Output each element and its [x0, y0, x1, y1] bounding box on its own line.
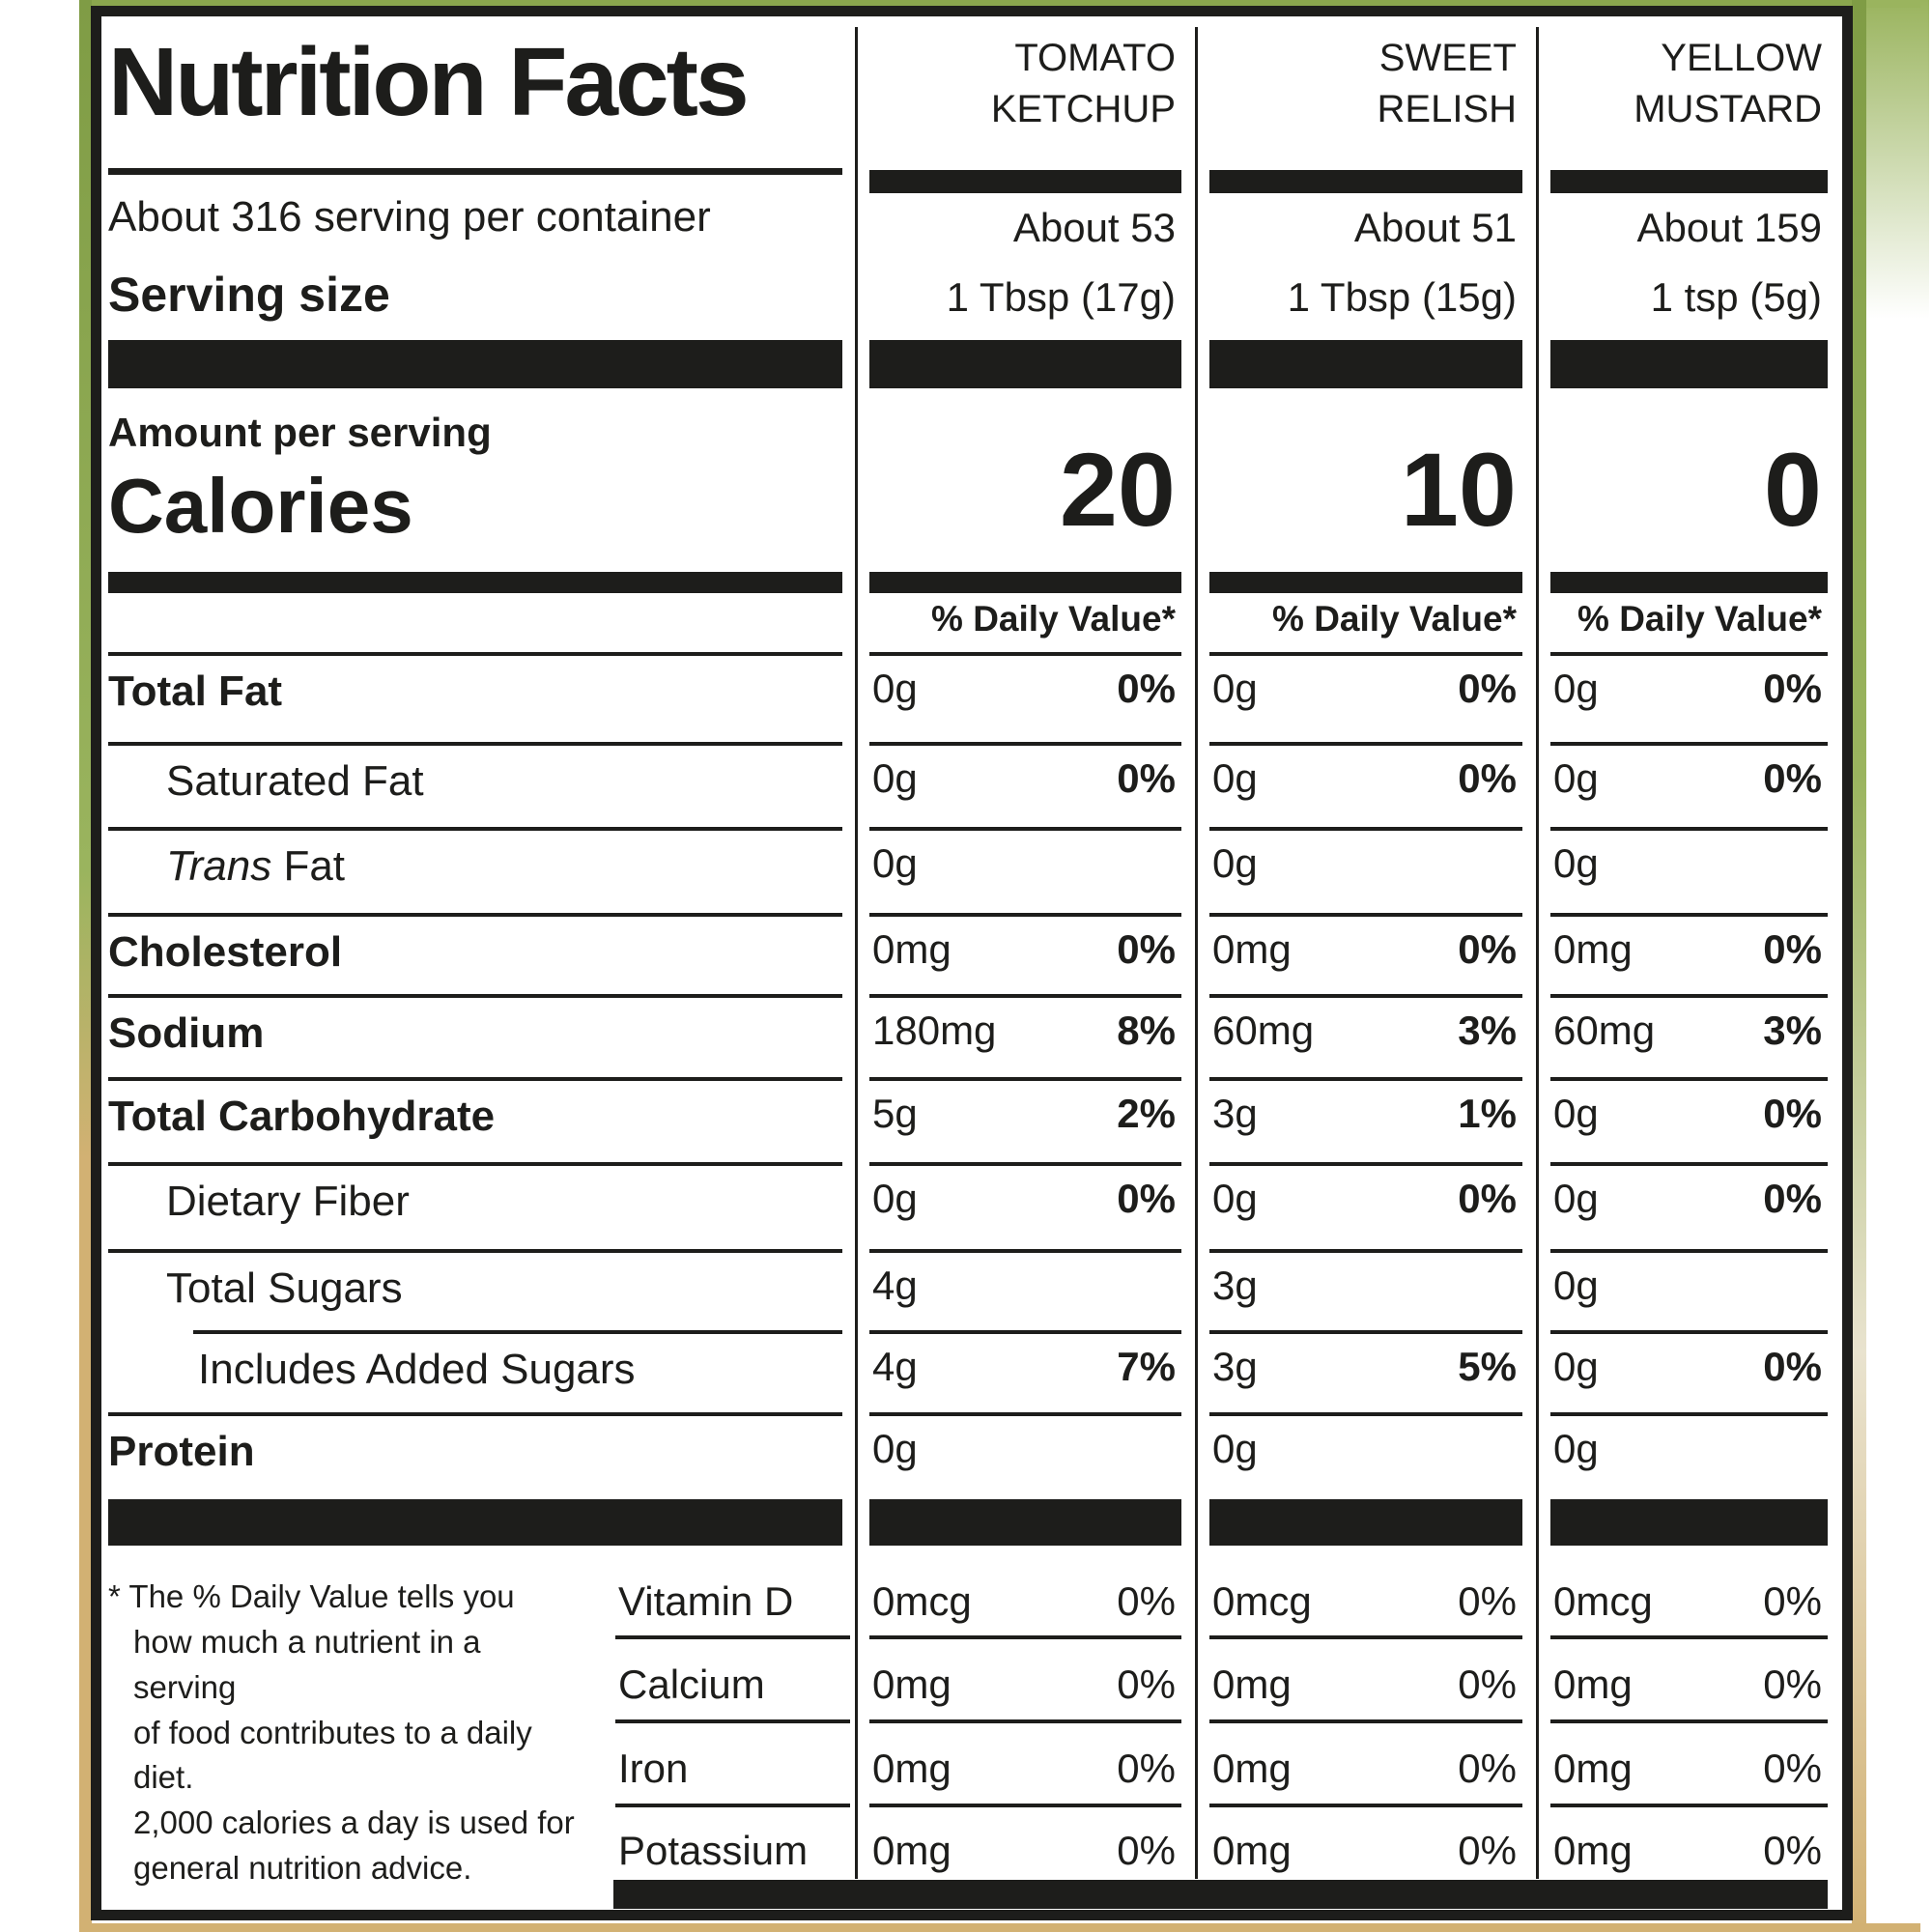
nutrient-amount: 0g: [1553, 1426, 1599, 1471]
vitamin-amount: 0mcg: [1212, 1578, 1312, 1624]
footnote-line: general nutrition advice.: [133, 1850, 472, 1887]
vitamin-cell-rule: [1209, 1719, 1522, 1723]
nutrient-cell-rule: [1209, 1412, 1522, 1416]
nutrient-cell-rule: [1209, 742, 1522, 746]
vitamin-row-rule: [615, 1635, 850, 1639]
column-servings-count: About 51: [1353, 205, 1517, 250]
nutrient-cell-rule: [1550, 1249, 1828, 1253]
vitamin-percent: 0%: [1117, 1828, 1176, 1873]
vitamin-amount: 0mg: [1553, 1828, 1633, 1873]
separator-bar-left-top: [108, 340, 842, 388]
column-separator-bar-mid: [1550, 572, 1828, 593]
vitamin-row-rule: [615, 1804, 850, 1807]
nutrient-amount: 0g: [872, 1426, 918, 1471]
nutrient-row-rule: [193, 1330, 842, 1334]
vitamin-cell-rule: [869, 1804, 1181, 1807]
vitamin-amount: 0mcg: [1553, 1578, 1653, 1624]
nutrient-cell-rule: [1550, 742, 1828, 746]
nutrient-name: Cholesterol: [108, 928, 343, 976]
footnote-line: of food contributes to a daily diet.: [133, 1714, 532, 1796]
vitamin-percent: 0%: [1117, 1662, 1176, 1707]
nutrient-row-rule: [108, 1077, 842, 1081]
vitamin-amount: 0mg: [872, 1662, 952, 1707]
vitamin-name: Potassium: [618, 1828, 809, 1873]
nutrient-name: Sodium: [108, 1009, 265, 1057]
nutrient-name: Total Fat: [108, 668, 283, 715]
footnote-line: how much a nutrient in a serving: [133, 1623, 481, 1705]
nutrient-percent: 0%: [1117, 666, 1176, 711]
nutrient-percent: 8%: [1117, 1008, 1176, 1053]
nutrient-cell-rule: [869, 994, 1181, 998]
vitamin-amount: 0mg: [1212, 1746, 1292, 1791]
title-rule: [108, 168, 842, 175]
vitamin-percent: 0%: [1763, 1662, 1822, 1707]
column-divider-3: [1536, 27, 1539, 1879]
nutrient-amount: 0g: [1553, 1176, 1599, 1221]
nutrient-percent: 2%: [1117, 1091, 1176, 1136]
nutrient-row-rule: [108, 1412, 842, 1416]
nutrient-percent: 7%: [1117, 1344, 1176, 1389]
vitamin-name: Calcium: [618, 1662, 765, 1707]
column-servings-count: About 159: [1636, 205, 1822, 250]
nutrient-percent: 0%: [1117, 1176, 1176, 1221]
nutrient-cell-rule: [869, 1077, 1181, 1081]
daily-value-header: % Daily Value*: [1272, 599, 1517, 639]
nutrient-amount: 0g: [1212, 755, 1258, 801]
vitamin-percent: 0%: [1763, 1578, 1822, 1624]
product-name-line: KETCHUP: [990, 87, 1176, 130]
footnote-line: 2,000 calories a day is used for: [133, 1804, 575, 1841]
nutrient-cell-rule: [869, 1412, 1181, 1416]
vitamin-cell-rule: [869, 1635, 1181, 1639]
nutrient-cell-rule: [1209, 994, 1522, 998]
column-calories-value: 20: [1059, 431, 1176, 548]
nutrient-cell-rule: [1209, 652, 1522, 656]
nutrient-cell-rule: [1209, 1330, 1522, 1334]
vitamin-cell-rule: [1209, 1804, 1522, 1807]
product-name-line: MUSTARD: [1634, 87, 1822, 130]
vitamin-percent: 0%: [1458, 1746, 1517, 1791]
nutrient-amount: 0g: [1553, 840, 1599, 886]
column-calories-value: 10: [1400, 431, 1517, 548]
nutrient-amount: 0mg: [1553, 926, 1633, 972]
nutrient-amount: 0g: [1212, 1176, 1258, 1221]
nutrient-percent: 0%: [1763, 1344, 1822, 1389]
daily-value-footnote: [108, 1575, 582, 1891]
nutrient-amount: 0g: [872, 666, 918, 711]
product-name-line: SWEET: [1378, 37, 1517, 79]
nutrient-name: Dietary Fiber: [166, 1178, 410, 1225]
nutrient-percent: 3%: [1763, 1008, 1822, 1053]
column-separator-bar-bottom: [869, 1499, 1181, 1546]
column-separator-bar-top: [1550, 340, 1828, 388]
nutrient-cell-rule: [1209, 827, 1522, 831]
serving-size-label: Serving size: [108, 268, 390, 322]
vitamin-percent: 0%: [1458, 1662, 1517, 1707]
footnote-line: * The % Daily Value tells you: [108, 1578, 515, 1614]
nutrient-amount: 3g: [1212, 1344, 1258, 1389]
product-name-line: YELLOW: [1661, 37, 1822, 79]
nutrient-percent: 3%: [1458, 1008, 1517, 1053]
vitamin-amount: 0mg: [1553, 1746, 1633, 1791]
vitamin-amount: 0mg: [1553, 1662, 1633, 1707]
nutrient-row-rule: [108, 742, 842, 746]
calories-label: Calories: [108, 463, 413, 549]
nutrient-percent: 0%: [1117, 926, 1176, 972]
nutrient-amount: 0g: [1553, 755, 1599, 801]
nutrient-percent: 0%: [1458, 926, 1517, 972]
nutrient-amount: 0g: [1212, 666, 1258, 711]
amount-per-serving-label: Amount per serving: [108, 410, 492, 455]
column-separator-bar-mid: [869, 572, 1181, 593]
column-divider-1: [855, 27, 858, 1879]
nutrient-name: Total Sugars: [166, 1264, 403, 1312]
vitamin-cell-rule: [869, 1719, 1181, 1723]
nutrient-cell-rule: [1209, 913, 1522, 917]
nutrient-cell-rule: [1550, 652, 1828, 656]
nutrient-percent: 0%: [1763, 1091, 1822, 1136]
vitamin-name: Iron: [618, 1746, 689, 1791]
vitamin-amount: 0mg: [872, 1828, 952, 1873]
nutrient-name-italic: Trans: [166, 842, 272, 890]
vitamin-percent: 0%: [1763, 1746, 1822, 1791]
nutrient-amount: 0g: [1212, 1426, 1258, 1471]
nutrient-cell-rule: [869, 913, 1181, 917]
column-servings-count: About 53: [1012, 205, 1176, 250]
column-serving-size: 1 Tbsp (17g): [946, 274, 1176, 320]
column-separator-bar-top: [869, 340, 1181, 388]
nutrient-cell-rule: [1209, 1249, 1522, 1253]
separator-bar-left-bottom: [108, 1499, 842, 1546]
vitamin-amount: 0mg: [1212, 1828, 1292, 1873]
nutrient-amount: 4g: [872, 1263, 918, 1308]
column-separator-bar-top: [1209, 340, 1522, 388]
vitamin-cell-rule: [1550, 1804, 1828, 1807]
nutrient-amount: 3g: [1212, 1263, 1258, 1308]
nutrient-cell-rule: [869, 652, 1181, 656]
column-divider-2: [1195, 27, 1198, 1879]
nutrient-row-rule: [108, 652, 842, 656]
vitamin-percent: 0%: [1117, 1578, 1176, 1624]
nutrient-name: Protein: [108, 1428, 255, 1475]
nutrient-cell-rule: [1550, 994, 1828, 998]
daily-value-header: % Daily Value*: [1577, 599, 1822, 639]
column-header-bar: [869, 170, 1181, 193]
nutrient-amount: 0g: [1553, 666, 1599, 711]
nutrient-percent: 0%: [1763, 1176, 1822, 1221]
nutrient-amount: 60mg: [1553, 1008, 1656, 1053]
nutrient-amount: 0g: [872, 840, 918, 886]
nutrient-name: Trans Fat: [166, 842, 346, 890]
nutrient-cell-rule: [1550, 1077, 1828, 1081]
nutrient-row-rule: [108, 1249, 842, 1253]
nutrient-cell-rule: [1550, 1412, 1828, 1416]
nutrient-cell-rule: [869, 827, 1181, 831]
nutrient-percent: 0%: [1763, 666, 1822, 711]
nutrient-cell-rule: [869, 1249, 1181, 1253]
product-name-line: RELISH: [1377, 87, 1517, 130]
vitamin-cell-rule: [1209, 1635, 1522, 1639]
nutrient-amount: 0g: [1553, 1344, 1599, 1389]
column-calories-value: 0: [1763, 431, 1822, 548]
nutrient-percent: 0%: [1458, 755, 1517, 801]
vitamin-name: Vitamin D: [618, 1578, 794, 1624]
nutrient-cell-rule: [1550, 1162, 1828, 1166]
nutrient-name: Total Carbohydrate: [108, 1093, 496, 1140]
nutrient-amount: 0mg: [1212, 926, 1292, 972]
column-header-bar: [1550, 170, 1828, 193]
product-column-header: [1212, 33, 1517, 135]
nutrient-amount: 0mg: [872, 926, 952, 972]
vitamin-percent: 0%: [1117, 1746, 1176, 1791]
nutrient-amount: 5g: [872, 1091, 918, 1136]
nutrient-amount: 0g: [1212, 840, 1258, 886]
vitamin-cell-rule: [1550, 1719, 1828, 1723]
package-bottom-tan-strip: [79, 1923, 1920, 1932]
nutrient-row-rule: [108, 1162, 842, 1166]
column-serving-size: 1 Tbsp (15g): [1287, 274, 1517, 320]
vitamin-row-rule: [615, 1719, 850, 1723]
nutrient-row-rule: [108, 994, 842, 998]
vitamin-percent: 0%: [1458, 1828, 1517, 1873]
vitamin-amount: 0mg: [1212, 1662, 1292, 1707]
separator-bar-left-mid: [108, 572, 842, 593]
nutrient-cell-rule: [869, 742, 1181, 746]
column-separator-bar-bottom: [1209, 1499, 1522, 1546]
nutrient-percent: 1%: [1458, 1091, 1517, 1136]
nutrient-name: Includes Added Sugars: [198, 1346, 636, 1393]
nutrient-percent: 0%: [1117, 755, 1176, 801]
nutrient-cell-rule: [1550, 913, 1828, 917]
column-header-bar: [1209, 170, 1522, 193]
nutrient-row-rule: [108, 913, 842, 917]
vitamin-amount: 0mg: [872, 1746, 952, 1791]
nutrient-percent: 0%: [1458, 1176, 1517, 1221]
nutrient-percent: 0%: [1458, 666, 1517, 711]
nutrient-amount: 0g: [872, 1176, 918, 1221]
nutrient-cell-rule: [1550, 1330, 1828, 1334]
nutrient-amount: 180mg: [872, 1008, 997, 1053]
nutrient-amount: 0g: [872, 755, 918, 801]
column-separator-bar-mid: [1209, 572, 1522, 593]
nutrient-amount: 4g: [872, 1344, 918, 1389]
nutrient-percent: 0%: [1763, 926, 1822, 972]
vitamin-percent: 0%: [1763, 1828, 1822, 1873]
nutrient-amount: 0g: [1553, 1263, 1599, 1308]
nutrient-amount: 60mg: [1212, 1008, 1315, 1053]
nutrient-row-rule: [108, 827, 842, 831]
column-serving-size: 1 tsp (5g): [1650, 274, 1822, 320]
package-right-strip: [1852, 0, 1866, 1932]
column-separator-bar-bottom: [1550, 1499, 1828, 1546]
product-name-line: TOMATO: [1014, 37, 1176, 79]
nutrient-cell-rule: [1209, 1162, 1522, 1166]
nutrient-amount: 3g: [1212, 1091, 1258, 1136]
servings-per-container: About 316 serving per container: [108, 193, 711, 241]
nutrient-cell-rule: [1209, 1077, 1522, 1081]
nutrient-name: Saturated Fat: [166, 757, 424, 805]
vitamin-percent: 0%: [1458, 1578, 1517, 1624]
product-column-header: [1553, 33, 1822, 135]
nutrient-percent: 5%: [1458, 1344, 1517, 1389]
daily-value-header: % Daily Value*: [931, 599, 1176, 639]
vitamin-amount: 0mcg: [872, 1578, 972, 1624]
nutrient-cell-rule: [869, 1162, 1181, 1166]
nutrient-cell-rule: [1550, 827, 1828, 831]
bottom-bar: [613, 1880, 1828, 1909]
nutrient-cell-rule: [869, 1330, 1181, 1334]
product-column-header: [872, 33, 1176, 135]
vitamin-cell-rule: [1550, 1635, 1828, 1639]
nutrient-amount: 0g: [1553, 1091, 1599, 1136]
nutrient-percent: 0%: [1763, 755, 1822, 801]
label-title: Nutrition Facts: [108, 28, 747, 136]
